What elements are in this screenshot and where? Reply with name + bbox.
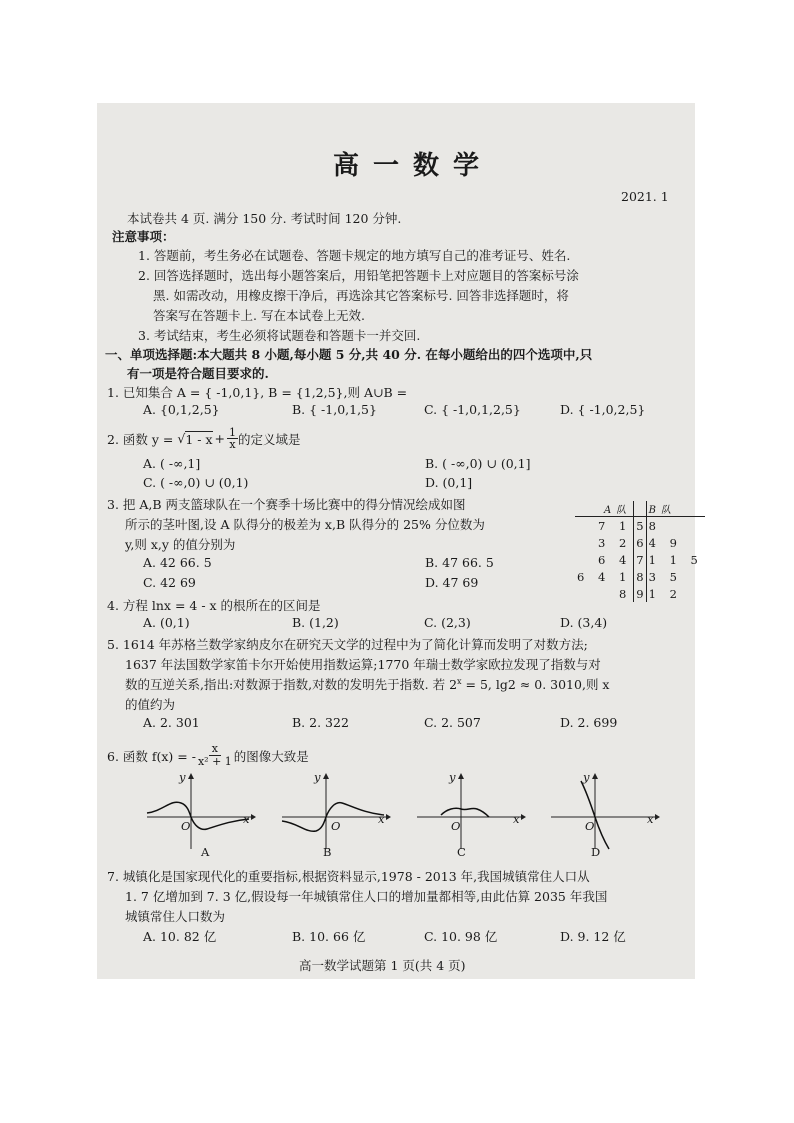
stem-leaf-row	[575, 551, 705, 568]
q6-frac-num: x	[209, 743, 221, 756]
q4-option-c: C. (2,3)	[424, 615, 471, 630]
question-7-stem-continued: 城镇常住人口数为	[125, 909, 226, 924]
question-7-stem: 7. 城镇化是国家现代化的重要指标,根据资料显示,1978 - 2013 年,我国城镇常住人口从	[107, 869, 590, 884]
q6-frac-den: x² + 1	[197, 755, 232, 768]
question-2-stem	[107, 427, 301, 450]
q7-option-c: C. 10. 98 亿	[424, 929, 498, 944]
q5-option-d: D. 2. 699	[560, 715, 618, 730]
q5-option-a: A. 2. 301	[143, 715, 200, 730]
note-item: 3. 考试结束，考生必须将试题卷和答题卡一并交回.	[138, 328, 421, 343]
stem: 9	[634, 585, 646, 602]
leaf-a: 8	[618, 586, 632, 601]
origin-label: O	[451, 819, 461, 833]
q2-frac-num: 1	[229, 426, 237, 439]
axis-x-label: x	[513, 812, 520, 826]
question-3-stem-continued: 所示的茎叶图,设 A 队得分的极差为 x,B 队得分的 25% 分位数为	[125, 517, 485, 532]
q7-option-a: A. 10. 82 亿	[143, 929, 217, 944]
q5-line3-post: = 5, lg2 ≈ 0. 3010,则 x	[461, 677, 610, 692]
q4-option-d: D. (3,4)	[560, 615, 608, 630]
question-1-stem: 1. 已知集合 A = { -1,0,1}, B = {1,2,5},则 A∪B =	[107, 385, 408, 400]
origin-label: O	[585, 819, 595, 833]
stem-leaf-plot	[575, 501, 705, 602]
q1-option-b: B. { -1,0,1,5}	[292, 402, 377, 417]
q2-fraction	[227, 427, 238, 450]
question-6-stem	[107, 743, 309, 768]
leaf-a: 3 2	[597, 535, 632, 550]
stem: 8	[634, 568, 646, 585]
sqrt-sign: √	[177, 431, 186, 446]
stem-leaf-row	[575, 568, 705, 585]
graph-label-a: A	[201, 845, 210, 859]
q4-option-b: B. (1,2)	[292, 615, 339, 630]
q1-option-a: A. {0,1,2,5}	[143, 402, 220, 417]
q3-option-b: B. 47 66. 5	[425, 555, 494, 570]
q1-option-d: D. { -1,0,2,5}	[560, 402, 646, 417]
q3-option-c: C. 42 69	[143, 575, 196, 590]
leaf-b: 1 1 5	[648, 552, 703, 567]
axis-x-label: x	[647, 812, 654, 826]
exam-date: 2021. 1	[621, 189, 669, 204]
q2-stem-prefix: 2. 函数 y =	[107, 431, 174, 447]
graph-label-b: B	[323, 845, 332, 859]
graph-label-d: D	[591, 845, 601, 859]
origin-label: O	[181, 819, 191, 833]
stem-leaf-header	[575, 501, 705, 517]
q2-option-d: D. (0,1]	[425, 475, 473, 490]
axis-y-label: y	[179, 770, 186, 784]
section-heading: 一、单项选择题:本大题共 8 小题,每小题 5 分,共 40 分. 在每小题给出的四个选项中,只	[105, 347, 593, 362]
question-5-stem-continued: 的值约为	[125, 697, 176, 712]
page-title: 高一数学	[333, 151, 494, 181]
q5-option-b: B. 2. 322	[292, 715, 349, 730]
axis-y-label: y	[583, 770, 590, 784]
q2-stem-suffix: 的定义域是	[238, 431, 301, 447]
note-item-continued: 黑. 如需改动，用橡皮擦干净后，再选涂其它答案标号. 回答非选择题时，将	[153, 288, 569, 303]
q2-radicand: 1 - x	[185, 431, 213, 447]
notes-heading: 注意事项：	[112, 229, 175, 244]
graph-option-c	[415, 771, 527, 851]
leaf-b: 1 2	[648, 586, 682, 601]
q2-option-c: C. ( -∞,0) ∪ (0,1)	[143, 475, 249, 490]
stem-leaf-row	[575, 517, 705, 535]
axis-x-label: x	[378, 812, 385, 826]
question-5-stem-continued	[125, 675, 609, 693]
question-3-stem-continued: y,则 x,y 的值分别为	[125, 537, 236, 552]
q4-option-a: A. (0,1)	[143, 615, 190, 630]
q5-exponent: x	[457, 676, 462, 686]
question-4-stem: 4. 方程 lnx = 4 - x 的根所在的区间是	[107, 598, 321, 613]
leaf-b: 8	[648, 518, 661, 533]
q2-option-b: B. ( -∞,0) ∪ (0,1]	[425, 456, 531, 471]
q7-option-b: B. 10. 66 亿	[292, 929, 366, 944]
axis-y-label: y	[314, 770, 321, 784]
leaf-b: 3 5	[648, 569, 682, 584]
exam-page	[97, 103, 703, 979]
graph-label-c: C	[457, 845, 466, 859]
q6-stem-prefix: 6. 函数 f(x) = -	[107, 748, 196, 764]
q3-option-a: A. 42 66. 5	[143, 555, 212, 570]
stem: 6	[634, 534, 646, 551]
axis-x-label: x	[243, 812, 250, 826]
question-3-stem: 3. 把 A,B 两支篮球队在一个赛季十场比赛中的得分情况绘成如图	[107, 497, 466, 512]
q5-option-c: C. 2. 507	[424, 715, 481, 730]
stem-leaf-row	[575, 534, 705, 551]
page-footer: 高一数学试题第 1 页(共 4 页)	[299, 958, 466, 973]
note-item: 1. 答题前，考生务必在试题卷、答题卡规定的地方填写自己的准考证号、姓名.	[138, 248, 571, 263]
q6-fraction	[198, 743, 232, 768]
stem: 7	[634, 551, 646, 568]
q7-option-d: D. 9. 12 亿	[560, 929, 626, 944]
note-item: 2. 回答选择题时，选出每小题答案后，用铅笔把答题卡上对应题目的答案标号涂	[138, 268, 579, 283]
q6-stem-suffix: 的图像大致是	[233, 748, 309, 764]
stem-leaf-row	[575, 585, 705, 602]
q2-option-a: A. ( -∞,1]	[143, 456, 201, 471]
origin-label: O	[331, 819, 341, 833]
leaf-a: 6 4	[597, 552, 632, 567]
leaf-b: 4 9	[648, 535, 682, 550]
leaf-a: 7 1	[597, 518, 632, 533]
team-a-header: A队	[575, 501, 634, 517]
question-7-stem-continued: 1. 7 亿增加到 7. 3 亿,假设每一年城镇常住人口的增加量都相等,由此估算 2035 年我国	[125, 889, 608, 904]
q3-option-d: D. 47 69	[425, 575, 479, 590]
question-5-stem-continued: 1637 年法国数学家笛卡尔开始使用指数运算;1770 年瑞士数学家欧拉发现了指数与对	[125, 657, 601, 672]
q5-line3-pre: 数的互逆关系,指出:对数源于指数,对数的发明先于指数. 若 2	[125, 677, 458, 692]
axis-y-label: y	[449, 770, 456, 784]
note-item-continued: 答案写在答题卡上. 写在本试卷上无效.	[153, 308, 365, 323]
q2-frac-den: x	[229, 438, 236, 451]
graph-option-b	[280, 771, 392, 851]
team-b-header: B队	[646, 501, 705, 517]
question-5-stem: 5. 1614 年苏格兰数学家纳皮尔在研究天文学的过程中为了简化计算而发明了对数方法;	[107, 637, 588, 652]
stem: 5	[634, 517, 646, 535]
q2-plus: +	[214, 431, 226, 446]
leaf-a: 6 4 1	[577, 569, 632, 584]
q1-option-c: C. { -1,0,1,2,5}	[424, 402, 521, 417]
section-heading-continued: 有一项是符合题目要求的.	[127, 366, 269, 381]
graph-option-a	[145, 771, 257, 851]
stem-header	[634, 501, 646, 517]
graph-option-d	[549, 771, 661, 851]
exam-intro: 本试卷共 4 页. 满分 150 分. 考试时间 120 分钟.	[127, 211, 402, 226]
